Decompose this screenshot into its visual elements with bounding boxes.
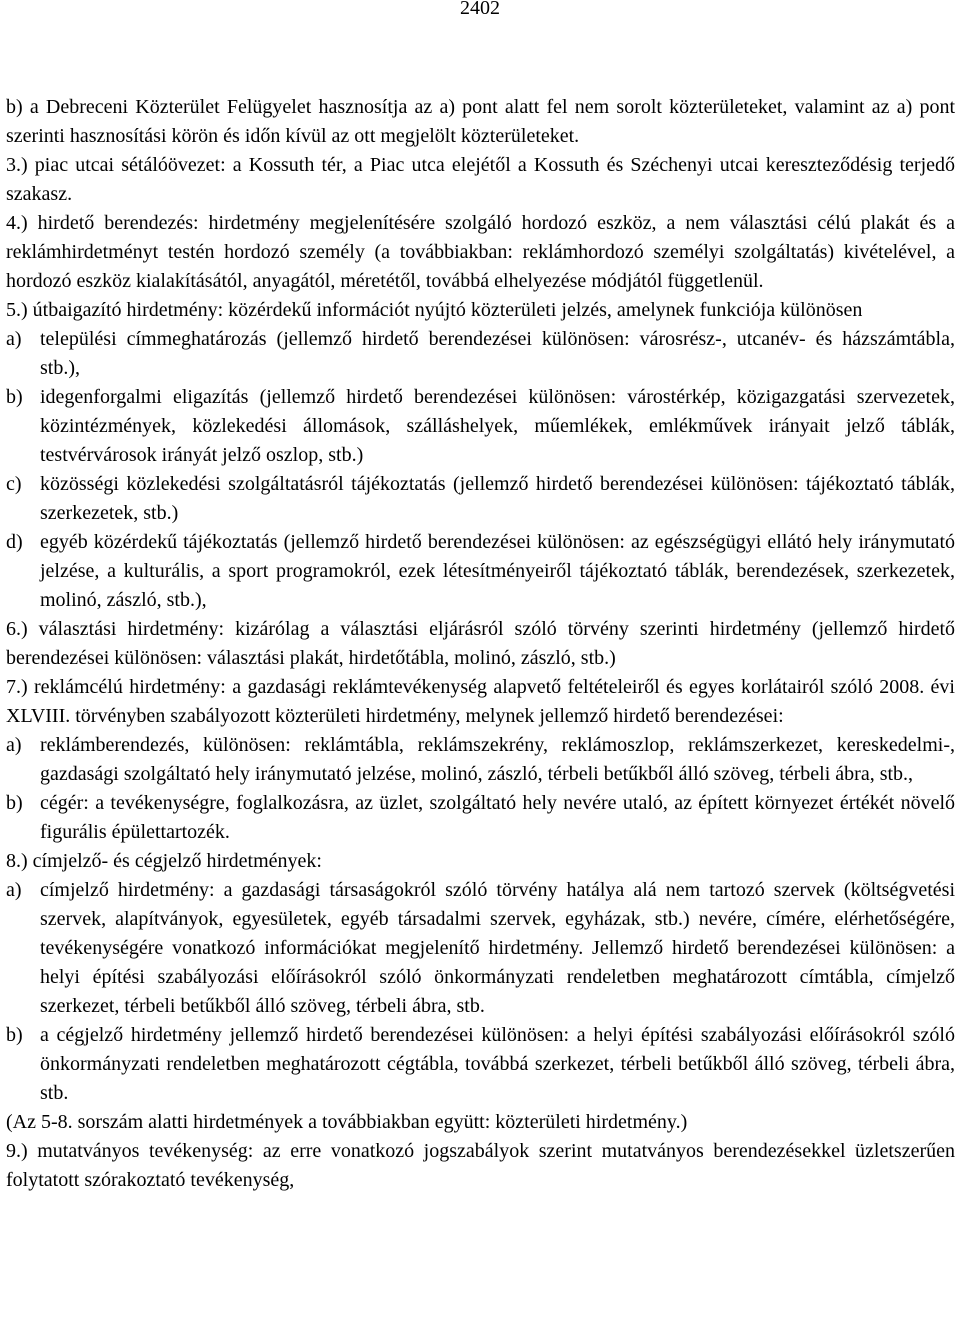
- list-item-5c: c) közösségi közlekedési szolgáltatásról tájékoztatás (jellemző hirdető berendezései különösen: tájékoztató táblák, szerkezetek, stb.): [6, 473, 955, 524]
- paragraph-note: (Az 5-8. sorszám alatti hirdetmények a továbbiakban együtt: közterületi hirdetmény.): [6, 1111, 688, 1133]
- paragraph-2b: b) a Debreceni Közterület Felügyelet hasznosítja az a) pont alatt fel nem sorolt közterületeket, valamint az a) pont szerinti hasznosítási körön és időn kívül az ott megjelölt közterületeket.: [6, 96, 955, 147]
- paragraph-7: 7.) reklámcélú hirdetmény: a gazdasági reklámtevékenység alapvető feltételeiről és egyes korlátairól szóló 2008. évi XLVIII. törvényben szabályozott közterületi hirdetmény, melynek jellemző hirdető berendezései:: [6, 676, 955, 727]
- paragraph-4: 4.) hirdető berendezés: hirdetmény megjelenítésére szolgáló hordozó eszköz, a nem választási célú plakát és a reklámhirdetményt testén hordozó személy (a továbbiakban: reklámhordozó személyi szolgáltatás) kivételével, a hordozó eszköz kialakításától, anyagától, méretétől, továbbá elhelyezése módjától függetlenül.: [6, 212, 955, 292]
- paragraph-3: 3.) piac utcai sétálóövezet: a Kossuth tér, a Piac utca elejétől a Kossuth és Széchenyi utcai kereszteződésig terjedő szakasz.: [6, 154, 955, 205]
- list-item-7a: a) reklámberendezés, különösen: reklámtábla, reklámszekrény, reklámoszlop, reklámszerkezet, kereskedelmi-, gazdasági szolgáltató hely iránymutató jelzése, molinó, zászló, térbeli betűkből álló szöveg, térbeli ábra, stb.,: [6, 734, 955, 785]
- paragraph-6: 6.) választási hirdetmény: kizárólag a választási eljárásról szóló törvény szerinti hirdetmény (jellemző hirdető berendezései különösen: választási plakát, hirdetőtábla, molinó, zászló, stb.): [6, 618, 955, 669]
- list-item-5d: d) egyéb közérdekű tájékoztatás (jellemző hirdető berendezései különösen: az egészségügyi ellátó hely iránymutató jelzése, a kulturális, a sport programokról, ezek létesítményeiről tájékoztató táblák, berendezések, szerkezetek, molinó, zászló, stb.),: [6, 531, 955, 611]
- paragraph-9: 9.) mutatványos tevékenység: az erre vonatkozó jogszabályok szerint mutatványos berendezésekkel üzletszerűen folytatott szórakoztató tevékenység,: [6, 1140, 955, 1191]
- list-item-7b: b) cégér: a tevékenységre, foglalkozásra, az üzlet, szolgáltató hely nevére utaló, az épített környezet értékét növelő figurális épülettartozék.: [6, 792, 955, 843]
- list-item-5b: b) idegenforgalmi eligazítás (jellemző hirdető berendezései különösen: várostérkép, közigazgatási szervezetek, közintézmények, közlekedési állomások, szálláshelyek, műemlékek, emlékművek irányait jelző táblák, testvérvárosok irányát jelző oszlop, stb.): [6, 386, 955, 466]
- document-body: [6, 93, 955, 1195]
- list-item-8b: b) a cégjelző hirdetmény jellemző hirdető berendezései különösen: a helyi építési szabályozási előírásokról szóló önkormányzati rendeletben meghatározott cégtábla, továbbá szerkezet, térbeli betűkből álló szöveg, térbeli ábra, stb.: [6, 1024, 955, 1104]
- list-item-5a: a) települési címmeghatározás (jellemző hirdető berendezései különösen: városrész-, utcanév- és házszámtábla, stb.),: [6, 328, 955, 379]
- paragraph-8: 8.) címjelző- és cégjelző hirdetmények:: [6, 850, 322, 872]
- page-number: 2402: [460, 0, 500, 19]
- list-item-8a: a) címjelző hirdetmény: a gazdasági társaságokról szóló törvény hatálya alá nem tartozó szervek (költségvetési szervek, alapítványok, egyesületek, egyéb társadalmi szervek, egyházak, stb.) nevére, címére, elérhetőségére, tevékenységére vonatkozó információkat megjelenítő hirdetmény. Jellemző hirdető berendezései különösen: a helyi építési szabályozási előírásokról szóló önkormányzati rendeletben meghatározott címtábla, címjelző szerkezet, térbeli betűkből álló szöveg, térbeli ábra, stb.: [6, 879, 955, 1017]
- paragraph-5: 5.) útbaigazító hirdetmény: közérdekű információt nyújtó közterületi jelzés, amelynek funkciója különösen: [6, 299, 863, 321]
